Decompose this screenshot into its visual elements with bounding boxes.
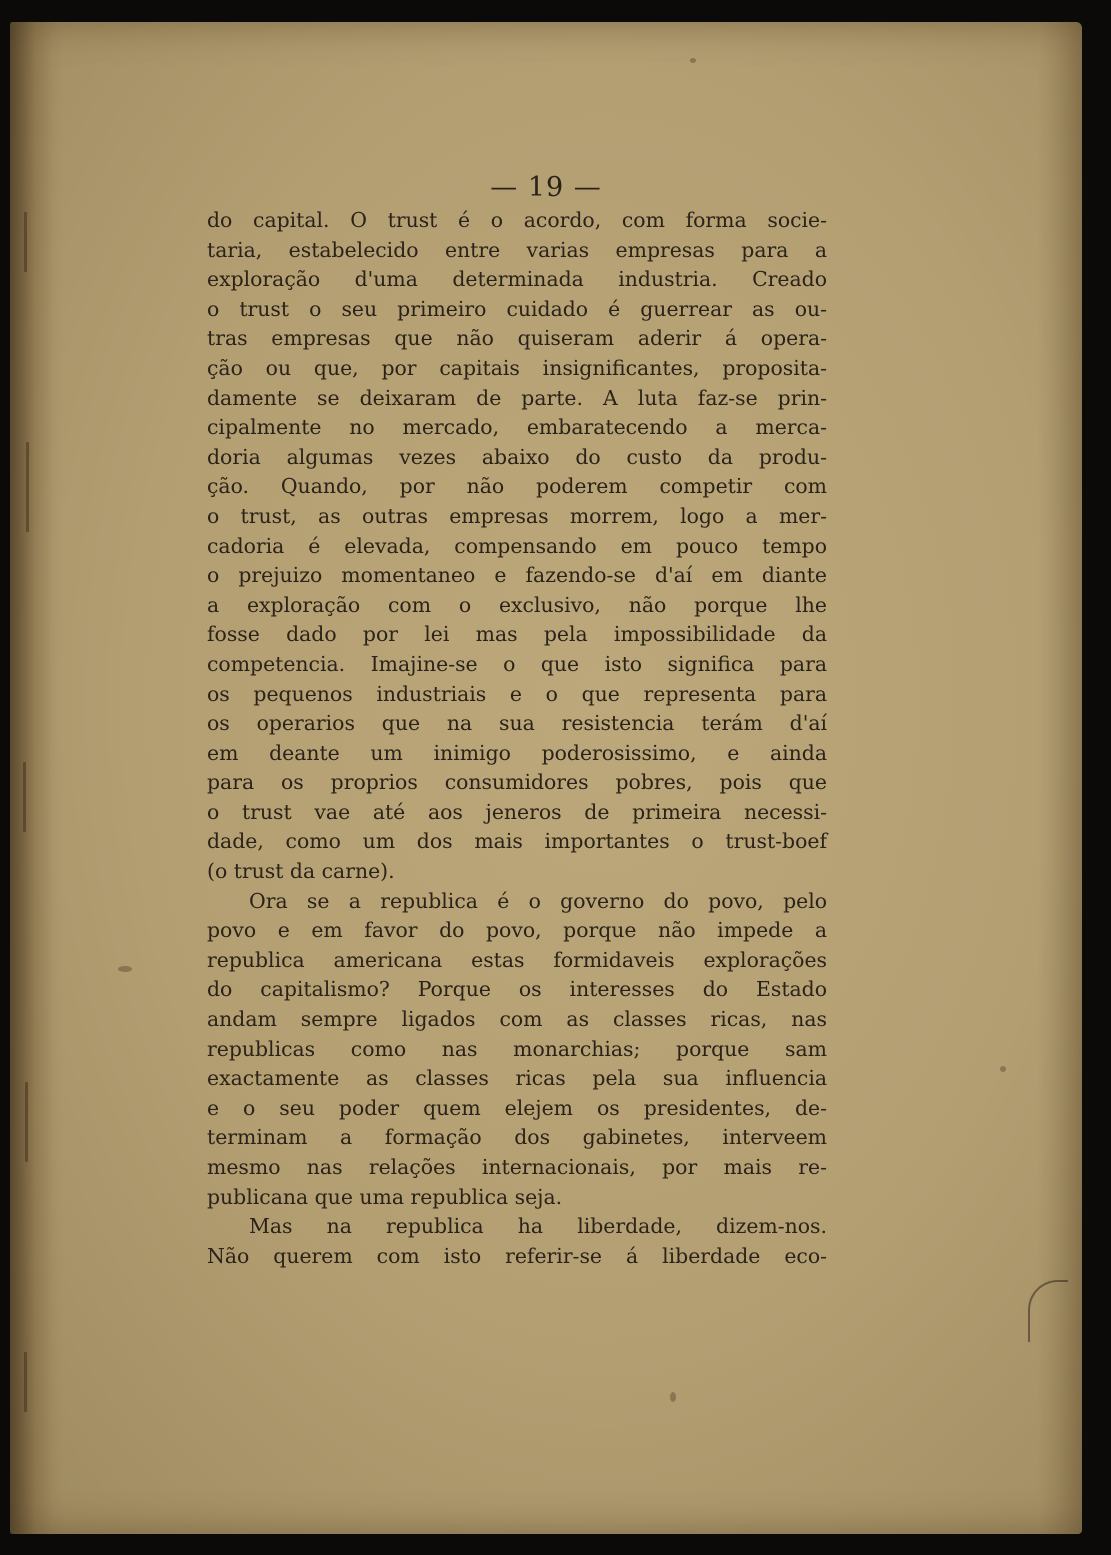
pencil-mark	[1028, 1280, 1068, 1342]
text-line: Não querem com isto referir-se á liberdade eco-	[207, 1243, 827, 1268]
text-line: terminam a formação dos gabinetes, interveem	[207, 1125, 827, 1150]
text-line: mesmo nas relações internacionais, por mais re-	[207, 1155, 827, 1179]
text-line: republica americana estas formidaveis explorações	[207, 947, 827, 972]
text-line: Ora se a republica é o governo do povo, pelo	[249, 888, 827, 913]
binding-mark	[24, 212, 27, 272]
text-line: o trust, as outras empresas morrem, logo a mer-	[207, 503, 827, 528]
text-line: competencia. Imajine-se o que isto significa para	[207, 651, 827, 676]
text-line: republicas como nas monarchias; porque sam	[207, 1036, 827, 1061]
paper-spot	[670, 1392, 676, 1402]
text-line: (o trust da carne).	[207, 859, 395, 884]
text-line: exactamente as classes ricas pela sua influencia	[207, 1066, 827, 1091]
text-line: dade, como um dos mais importantes o trust-boef	[207, 829, 827, 854]
text-line: damente se deixaram de parte. A luta faz-se prin-	[207, 385, 827, 410]
text-line: o trust vae até aos jeneros de primeira necessi-	[207, 799, 827, 824]
text-line: publicana que uma republica seja.	[207, 1184, 563, 1209]
text-line: e o seu poder quem elejem os presidentes, de-	[207, 1095, 827, 1120]
text-line: fosse dado por lei mas pela impossibilidade da	[207, 622, 827, 647]
text-line: do capital. O trust é o acordo, com forma socie-	[207, 208, 827, 232]
text-line: ção. Quando, por não poderem competir com	[207, 474, 827, 499]
text-line: doria algumas vezes abaixo do custo da produ-	[207, 444, 827, 469]
text-line: a exploração com o exclusivo, não porque lhe	[207, 592, 827, 617]
page-number: — 19 —	[490, 172, 602, 203]
paper-spot	[118, 966, 132, 972]
binding-mark	[25, 1082, 28, 1162]
binding-mark	[26, 442, 29, 532]
text-line: povo e em favor do povo, porque não impede a	[207, 918, 827, 943]
text-line: tras empresas que não quiseram aderir á opera-	[207, 326, 827, 351]
text-line: os operarios que na sua resistencia terám d'aí	[207, 711, 827, 736]
text-line: o prejuizo momentaneo e fazendo-se d'aí em diante	[207, 563, 827, 588]
binding-mark	[23, 762, 26, 832]
text-line: ção ou que, por capitais insignificantes, proposita-	[207, 355, 827, 380]
paper-spot	[1000, 1066, 1006, 1072]
text-line: cadoria é elevada, compensando em pouco tempo	[207, 533, 827, 558]
text-line: cipalmente no mercado, embaratecendo a merca-	[207, 415, 827, 440]
text-line: em deante um inimigo poderosissimo, e ainda	[207, 740, 827, 765]
binding-mark	[24, 1352, 27, 1412]
text-line: do capitalismo? Porque os interesses do Estado	[207, 977, 827, 1002]
text-line: os pequenos industriais e o que representa para	[207, 681, 827, 706]
page-binding-edge	[10, 22, 52, 1534]
text-line: andam sempre ligados com as classes ricas, nas	[207, 1007, 827, 1032]
text-line: taria, estabelecido entre varias empresas para a	[207, 237, 827, 262]
text-line: o trust o seu primeiro cuidado é guerrear as ou-	[207, 296, 827, 321]
paper-spot	[690, 58, 696, 63]
text-line: exploração d'uma determinada industria. Creado	[207, 267, 827, 292]
text-line: Mas na republica ha liberdade, dizem-nos.	[249, 1214, 827, 1239]
body-text	[207, 206, 827, 1271]
text-line: para os proprios consumidores pobres, pois que	[207, 770, 827, 795]
